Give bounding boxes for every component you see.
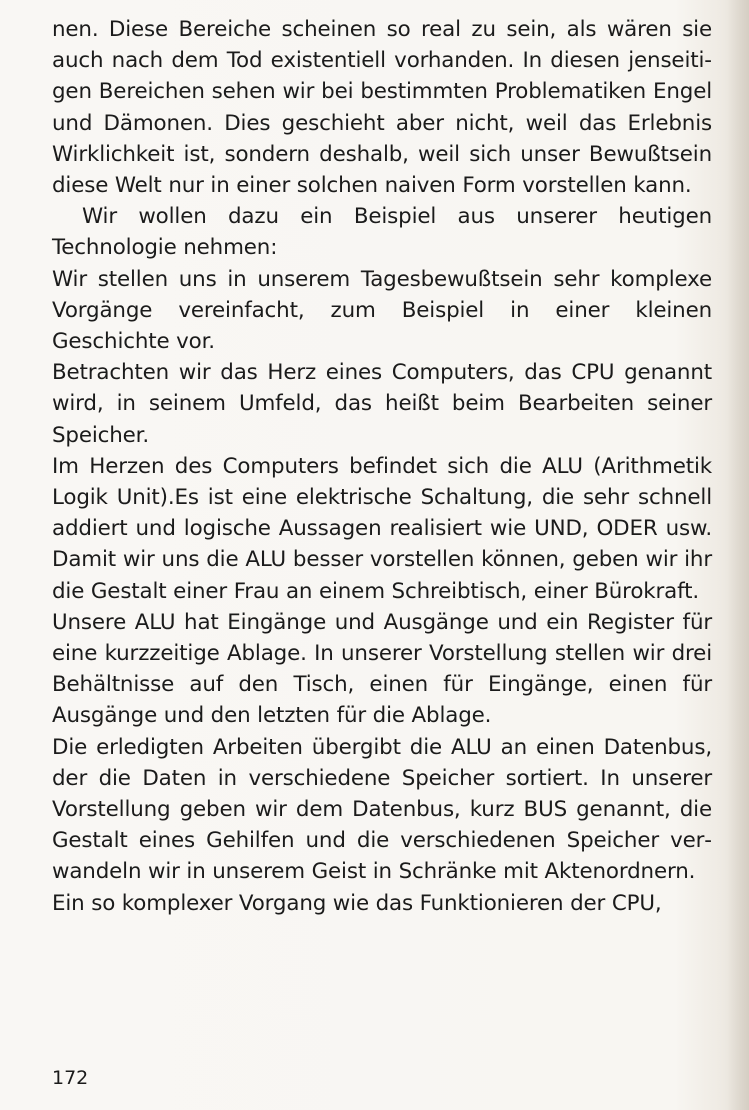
paragraph-6: Unsere ALU hat Eingänge und Ausgänge und ein Register für eine kurzzeitige Ablage. In unserer Vorstellung stellen wir drei Behältnisse auf den Tisch, einen für Eingänge, einen für Ausgänge und den letzten für die Ablage. [52,609,712,729]
paragraph-1: nen. Diese Bereiche scheinen so real zu sein, als wären sie auch nach dem Tod existentiell vorhanden. In diesen jenseitigen Bereichen sehen wir bei bestimmten Problematiken Engel und Dämonen. Dies geschieht aber nicht, weil das Erlebnis Wirklichkeit ist, sondern deshalb, weil sich unser Bewußtsein diese Welt nur in einer solchen naiven Form vorstellen kann. [52,17,712,199]
paragraph-2: Wir wollen dazu ein Beispiel aus unserer heutigen Technologie nehmen: [52,204,712,261]
paragraph-8: Ein so komplexer Vorgang wie das Funktionieren der CPU, [52,890,662,916]
paragraph-3: Wir stellen uns in unserem Tagesbewußtsein sehr komplexe Vorgänge vereinfacht, zum Beispiel in einer kleinen Geschichte vor. [52,266,712,355]
paragraph-4: Betrachten wir das Herz eines Computers, das CPU genannt wird, in seinem Umfeld, das heißt beim Bearbeiten seiner Speicher. [52,360,712,448]
paragraph-7: Die erledigten Arbeiten übergibt die ALU an einen Datenbus, der die Daten in verschiedene Speicher sortiert. In unserer Vorstellung geben wir dem Datenbus, kurz BUS genannt, die Gestalt eines Gehilfen und die verschiedenen Speicher verwandeln wir in unserem Geist in Schränke mit Aktenordnern. [52,734,712,885]
page-edge-shadow [727,0,749,1110]
body-text [52,14,712,919]
page-number: 172 [52,1067,89,1089]
paragraph-5: Im Herzen des Computers befindet sich die ALU (Arithmetik Logik Unit).Es ist eine elektrische Schaltung, die sehr schnell addiert und logische Aussagen realisiert wie UND, ODER usw. Damit wir uns die ALU besser vorstellen können, geben wir ihr die Gestalt einer Frau an einem Schreibtisch, einer Bürokraft. [52,453,712,604]
